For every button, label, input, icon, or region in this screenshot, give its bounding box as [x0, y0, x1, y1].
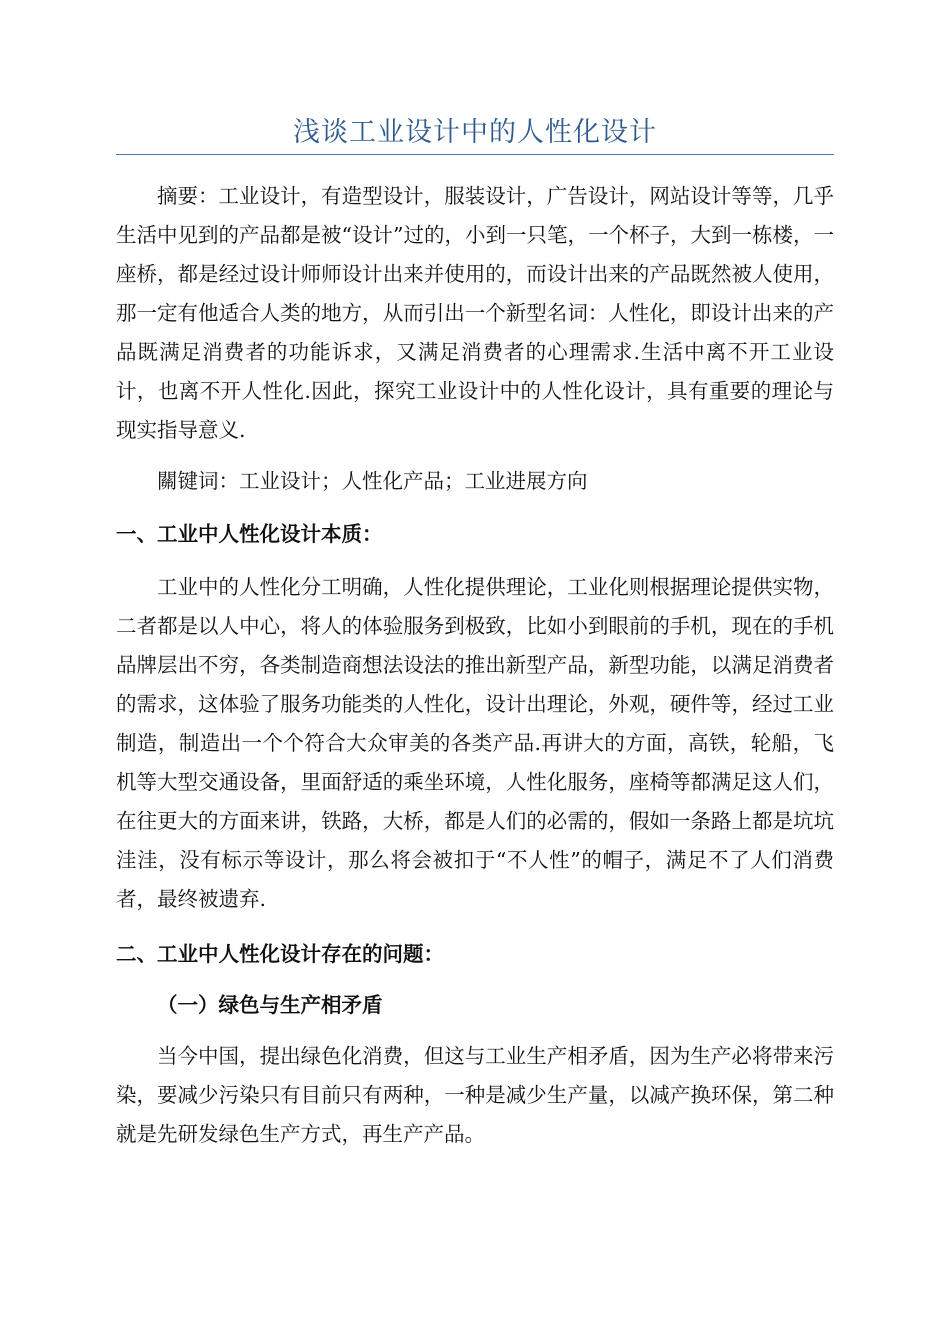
keywords-paragraph: 關键词：工业设计；人性化产品；工业进展方向: [157, 469, 588, 493]
abstract-paragraph: 摘要：工业设计，有造型设计，服装设计，广告设计，网站设计等等，几乎生活中见到的产品都是被“设计”过的，小到一只笔，一个杯子，大到一栋楼，一座桥，都是经过设计师师设计出来并使用的，而设计出来的产品既然被人使用，那一定有他适合人类的地方，从而引出一个新型名词：人性化，即设计出来的产品既满足消费者的功能诉求，又满足消费者的心理需求.生活中离不开工业设计，也离不开人性化.因此，探究工业设计中的人性化设计，具有重要的理论与现实指导意义.: [116, 184, 834, 442]
section-2-1-heading: （一）绿色与生产相矛盾: [157, 993, 383, 1017]
section-1-heading: 一、工业中人性化设计本质：: [116, 522, 383, 546]
title-underline: [116, 154, 834, 155]
section-1-body: 工业中的人性化分工明确，人性化提供理论，工业化则根据理论提供实物，二者都是以人中心，将人的体验服务到极致，比如小到眼前的手机，现在的手机品牌层出不穷，各类制造商想法设法的推出新型产品，新型功能，以满足消费者的需求，这体验了服务功能类的人性化，设计出理论，外观，硬件等，经过工业制造，制造出一个个符合大众审美的各类产品.再讲大的方面，高铁，轮船，飞机等大型交通设备，里面舒适的乘坐环境，人性化服务，座椅等都满足这人们，在往更大的方面来讲，铁路，大桥，都是人们的必需的，假如一条路上都是坑坑洼洼，没有标示等设计，那么将会被扣于“不人性”的帽子，满足不了人们消费者，最终被遗弃.: [116, 575, 834, 911]
document-page: [116, 112, 834, 1154]
section-2-1-body: 当今中国，提出绿色化消费，但这与工业生产相矛盾，因为生产必将带来污染，要减少污染只有目前只有两种，一种是减少生产量，以减产换环保，第二种就是先研发绿色生产方式，再生产产品。: [116, 1044, 834, 1146]
document-title: 浅谈工业设计中的人性化设计: [293, 117, 657, 148]
section-2-heading: 二、工业中人性化设计存在的问题：: [116, 942, 444, 966]
